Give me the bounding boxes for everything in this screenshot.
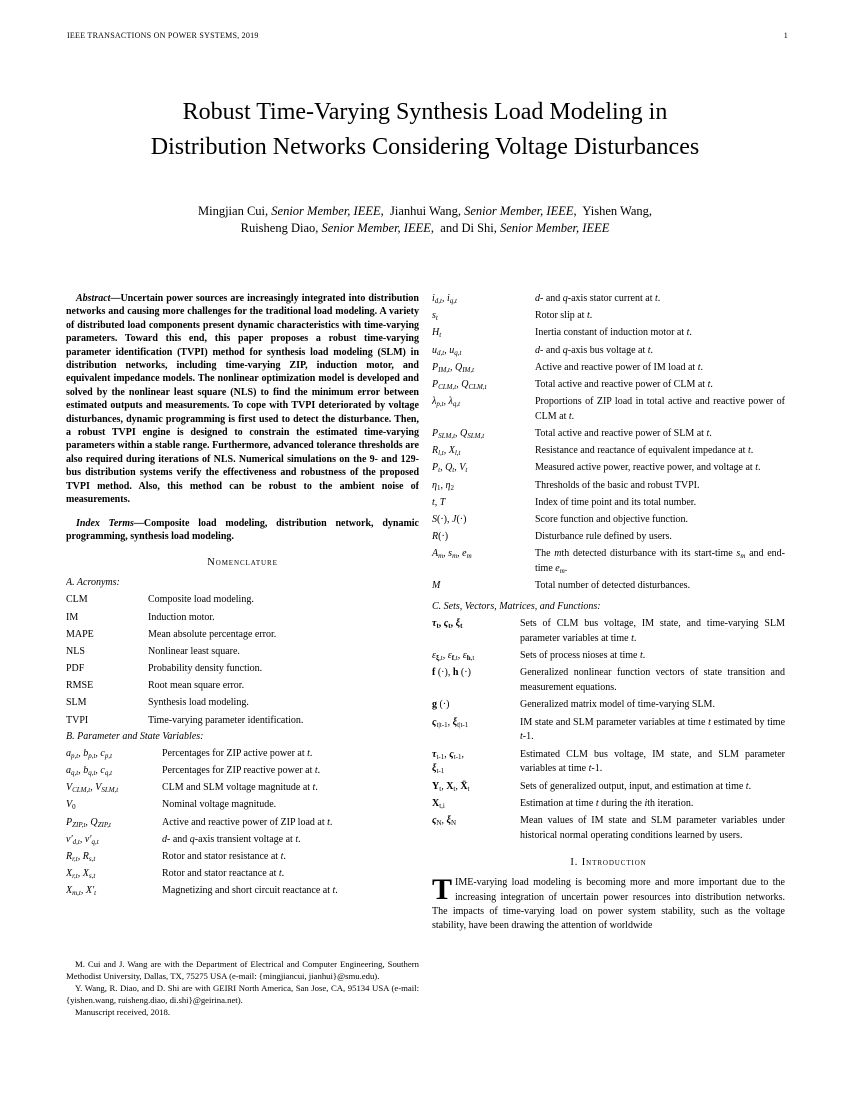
symbol-term: g (·): [432, 699, 450, 711]
symbol-definition: Sets of generalized output, input, and estimation at time t.: [520, 780, 752, 792]
abstract-text: —Uncertain power sources are increasingly integrated into distribution networks and causing more challenges for the traditional load modeling. A variety of distributed load components present dynamic characteristics with time-varying parameters. Toward this end, this paper proposes a robust time-varying parameter identification (TVPI) method for synthesis load modeling (SLM) in distribution networks, including time-varying ZIP, induction motor, and equivalent impedance models. The nonlinear optimization model is developed and solved by the nonlinear least square (NLS) to find the minimum error between estimated outputs and measurements. To cope with TVPI deteriorated by voltage disturbances, dynamic programming is first used to detect the disturbance. Then, a robust TVPI engine is designed to constrain the estimated time-varying parameters within a stable range. Furthermore, advanced tolerance thresholds are also required during iterations of NLS. Numerical simulations on the 9- and 129-bus distribution systems verify the effectiveness and robustness of the proposed TVPI method. Also, this method can be robust to the ambient noise of measurements.: [66, 293, 419, 506]
symbol-term: NLS: [66, 645, 85, 657]
symbol-term: $\tau_t$, $\varsigma_t$, $\xi_t$: [432, 618, 463, 631]
symbol-definition: Generalized matrix model of time-varying SLM.: [520, 699, 715, 711]
parameter-list-left: [66, 747, 419, 899]
symbol-term: $\varsigma_N$, $\xi_N$: [432, 814, 457, 827]
symbol-definition: Nonlinear least square.: [148, 645, 240, 657]
nomenclature-entry: [66, 645, 419, 660]
symbol-definition: d- and q-axis stator current at t.: [535, 293, 661, 304]
symbol-definition: Score function and objective function.: [535, 514, 689, 526]
symbol-definition: Estimated CLM bus voltage, IM state, and SLM parameter variables at time t-1.: [520, 748, 785, 775]
nomenclature-entry: [66, 611, 419, 626]
nomenclature-entry: [66, 764, 419, 779]
nomenclature-entry: [432, 326, 785, 341]
nomenclature-entry: [432, 698, 785, 713]
introduction-heading: I. Introduction: [570, 857, 647, 869]
symbol-term: MAPE: [66, 628, 94, 640]
authors-line: Mingjian Cui, Senior Member, IEEE, Jianhui Wang, Senior Member, IEEE, Yishen Wang, Ruisheng Diao, Senior Member, IEEE, and Di Shi, Senior Member, IEEE: [198, 204, 652, 235]
symbol-definition: Proportions of ZIP load in total active and reactive power of CLM at t.: [535, 396, 785, 422]
symbol-term: t, T: [432, 496, 446, 508]
nomenclature-entry: [432, 547, 785, 577]
nomenclature-entry: [432, 461, 785, 476]
symbol-definition: Mean absolute percentage error.: [148, 628, 277, 640]
symbol-definition: Active and reactive power of ZIP load at t.: [162, 816, 333, 828]
symbol-term: $i_{d,t}$, $i_{q,t}$: [432, 293, 457, 305]
symbol-definition: Inertia constant of induction motor at t.: [535, 327, 692, 339]
footnote-paragraph: Manuscript received, 2018.: [75, 1007, 171, 1017]
symbol-definition: Active and reactive power of IM load at t.: [535, 361, 703, 373]
symbol-term: IM: [66, 611, 79, 623]
symbol-term: S(·), J(·): [432, 514, 467, 526]
symbol-definition: Thresholds of the basic and robust TVPI.: [535, 479, 700, 491]
first-page-footnote: [66, 958, 419, 1018]
introduction-text: IME-varying load modeling is becoming more and more important due to the increasing integration of uncertain power resources into distribution networks. The impacts of time-varying load on power system stability, such as the voltage stability, have been drawing the attention of worldwide: [432, 877, 785, 932]
symbol-definition: Total active and reactive power of SLM at t.: [535, 428, 712, 440]
symbol-definition: Disturbance rule defined by users.: [535, 531, 672, 543]
nomenclature-entry: [432, 579, 785, 594]
symbol-term: M: [432, 580, 441, 592]
symbol-definition: Time-varying parameter identification.: [148, 714, 304, 726]
nomenclature-entry: [432, 444, 785, 459]
symbol-definition: The mth detected disturbance with its start-time $s_m$ and end-time $e_m$.: [535, 548, 785, 576]
nomenclature-entry: [432, 479, 785, 494]
nomenclature-entry: [432, 748, 785, 778]
index-terms-text: —Composite load modeling, distribution network, dynamic programming, synthesis load modeling.: [66, 517, 419, 542]
symbol-term: $A_m$, $s_m$, $e_m$: [432, 548, 472, 561]
symbol-definition: Induction motor.: [148, 611, 215, 623]
symbol-term: $P_{SLM,t}$, $Q_{SLM,t}$: [432, 428, 485, 441]
symbol-definition: Rotor slip at t.: [535, 310, 593, 322]
symbol-term: R(·): [432, 531, 449, 543]
nomenclature-entry: [432, 344, 785, 359]
symbol-term: CLM: [66, 594, 88, 606]
nomenclature-entry: [432, 513, 785, 528]
nomenclature-heading: Nomenclature: [207, 557, 278, 569]
running-header: [67, 31, 788, 40]
symbol-term: $P_{ZIP,t}$, $Q_{ZIP,t}$: [66, 816, 111, 829]
symbol-definition: Rotor and stator resistance at t.: [162, 850, 286, 862]
nomenclature-entry: [432, 309, 785, 324]
symbol-term: $X_{t,i}$: [432, 797, 445, 810]
symbol-term: $v'_{d,t}$, $v'_{q,t}$: [66, 833, 99, 846]
symbol-term: $X_{r,t}$, $X_{s,t}$: [66, 868, 96, 881]
symbol-term: TVPI: [66, 714, 89, 726]
abstract-section: [66, 292, 419, 507]
symbol-definition: Probability density function.: [148, 663, 263, 675]
symbol-term: $s_t$: [432, 310, 438, 323]
symbol-term: $a_{q,t}$, $b_{q,t}$, $c_{q,t}$: [66, 765, 113, 777]
symbol-definition: d- and q-axis transient voltage at t.: [162, 833, 301, 845]
nomenclature-entry: [432, 427, 785, 442]
parameter-list-right: [432, 292, 785, 594]
nomenclature-entry: [66, 884, 419, 899]
sets-vectors-list: [432, 617, 785, 843]
right-column: [432, 292, 785, 954]
nomenclature-entry: [66, 798, 419, 813]
symbol-definition: Sets of CLM bus voltage, IM state, and time-varying SLM parameter variables at time t.: [520, 618, 785, 644]
symbol-definition: Magnetizing and short circuit reactance at t.: [162, 885, 338, 897]
symbol-term: $u_{d,t}$, $u_{q,t}$: [432, 344, 462, 357]
symbol-term: $V_{CLM,t}$, $V_{SLM,t}$: [66, 782, 119, 795]
symbol-term: $H_t$: [432, 327, 442, 340]
nomenclature-entry: [66, 628, 419, 643]
nomenclature-entry: [432, 496, 785, 511]
symbol-term: f (·), h (·): [432, 667, 471, 679]
footnote-paragraph: Y. Wang, R. Diao, and D. Shi are with GEIRI North America, San Jose, CA, 95134 USA (e-mail: {yishen.wang, ruisheng.diao, di.shi}@geirina.net).: [66, 983, 419, 1005]
symbol-term: PDF: [66, 663, 85, 675]
introduction-paragraph: [432, 873, 785, 933]
section-b-title: B. Parameter and State Variables:: [66, 730, 204, 742]
nomenclature-entry: [66, 593, 419, 608]
symbol-definition: Total active and reactive power of CLM at t.: [535, 378, 713, 390]
symbol-definition: Measured active power, reactive power, and voltage at t.: [535, 462, 761, 474]
footnote-paragraph: M. Cui and J. Wang are with the Department of Electrical and Computer Engineering, Southern Methodist University, Dallas, TX, 75275 USA (e-mail: {mingjiancui, jianhui}@smu.edu).: [66, 959, 419, 981]
symbol-definition: Generalized nonlinear function vectors of state transition and measurement equations.: [520, 667, 785, 694]
nomenclature-entry: [432, 361, 785, 376]
symbol-definition: Rotor and stator reactance at t.: [162, 868, 285, 880]
symbol-term: $\varsigma_{t|t-1}$, $\xi_{t|t-1}$: [432, 716, 469, 729]
symbol-term: $Y_t$, $X_t$, $X̄_t$: [432, 780, 470, 793]
symbol-term: RMSE: [66, 680, 94, 692]
nomenclature-entry: [66, 781, 419, 796]
symbol-term: $P_{CLM,t}$, $Q_{CLM,t}$: [432, 378, 487, 391]
nomenclature-entry: [66, 662, 419, 677]
drop-cap: T: [432, 873, 453, 907]
symbol-definition: Estimation at time t during the ith iteration.: [520, 797, 694, 809]
journal-title: IEEE TRANSACTIONS ON POWER SYSTEMS, 2019: [67, 31, 259, 40]
nomenclature-entry: [432, 780, 785, 795]
symbol-definition: CLM and SLM voltage magnitude at t.: [162, 782, 318, 794]
two-column-body: [66, 292, 785, 954]
symbol-term: $V_0$: [66, 799, 76, 812]
symbol-definition: Percentages for ZIP reactive power at t.: [162, 765, 321, 776]
symbol-definition: Index of time point and its total number.: [535, 496, 697, 508]
section-a-title: A. Acronyms:: [66, 577, 120, 589]
nomenclature-entry: [66, 816, 419, 831]
symbol-definition: Total number of detected disturbances.: [535, 580, 691, 592]
nomenclature-entry: [432, 797, 785, 812]
symbol-term: $P_{IM,t}$, $Q_{IM,t}$: [432, 361, 475, 374]
index-terms-label: Index Terms: [76, 517, 134, 529]
section-c-title: C. Sets, Vectors, Matrices, and Functions:: [432, 601, 601, 613]
symbol-definition: Sets of process nioses at time t.: [520, 650, 646, 662]
symbol-definition: Root mean square error.: [148, 680, 245, 692]
nomenclature-entry: [66, 747, 419, 762]
symbol-term: $\eta_1$, $\eta_2$: [432, 479, 454, 492]
nomenclature-entry: [432, 649, 785, 664]
symbol-definition: IM state and SLM parameter variables at time t estimated by time t-1.: [520, 716, 786, 743]
symbol-definition: Resistance and reactance of equivalent impedance at t.: [535, 445, 754, 457]
symbol-term: $\varepsilon_{\xi,t}$, $\varepsilon_{f,t}$, $\varepsilon_{h,t}$: [432, 650, 475, 663]
paper-title: Robust Time-Varying Synthesis Load Modeling in Distribution Networks Considering Voltage Disturbances: [150, 99, 700, 161]
nomenclature-entry: [432, 395, 785, 425]
symbol-definition: Composite load modeling.: [148, 594, 254, 606]
nomenclature-entry: [432, 292, 785, 307]
nomenclature-entry: [432, 716, 785, 746]
symbol-term: $R_{l,t}$, $X_{l,t}$: [432, 445, 461, 458]
symbol-definition: Mean values of IM state and SLM parameter variables under historical normal operating conditions learned by users.: [520, 814, 785, 841]
nomenclature-entry: [66, 714, 419, 729]
symbol-definition: d- and q-axis bus voltage at t.: [535, 344, 654, 356]
left-column: [66, 292, 419, 954]
symbol-term: $a_{p,t}$, $b_{p,t}$, $c_{p,t}$: [66, 747, 113, 760]
acronym-list: [66, 593, 419, 728]
symbol-term: $\tau_{t-1}$, $\varsigma_{t-1}$, $\xi_{t-1}$: [432, 748, 464, 776]
nomenclature-entry: [66, 679, 419, 694]
symbol-definition: Nominal voltage magnitude.: [162, 799, 277, 811]
symbol-term: $P_t$, $Q_t$, $V_t$: [432, 462, 468, 475]
symbol-definition: Synthesis load modeling.: [148, 697, 249, 709]
nomenclature-entry: [432, 530, 785, 545]
index-terms-section: [66, 517, 419, 544]
nomenclature-entry: [66, 867, 419, 882]
symbol-term: $\lambda_{p,t}$, $\lambda_{q,t}$: [432, 396, 461, 409]
symbol-definition: Percentages for ZIP active power at t.: [162, 747, 313, 759]
nomenclature-entry: [66, 696, 419, 711]
symbol-term: SLM: [66, 697, 87, 709]
symbol-term: $X_{m,t}$, $X'_t$: [66, 885, 97, 898]
abstract-label: Abstract: [76, 293, 111, 304]
nomenclature-entry: [66, 833, 419, 848]
nomenclature-entry: [432, 814, 785, 844]
nomenclature-entry: [66, 850, 419, 865]
nomenclature-entry: [432, 378, 785, 393]
nomenclature-entry: [432, 666, 785, 696]
nomenclature-entry: [432, 617, 785, 647]
symbol-term: $R_{r,t}$, $R_{s,t}$: [66, 850, 96, 863]
page-number: 1: [783, 31, 788, 40]
